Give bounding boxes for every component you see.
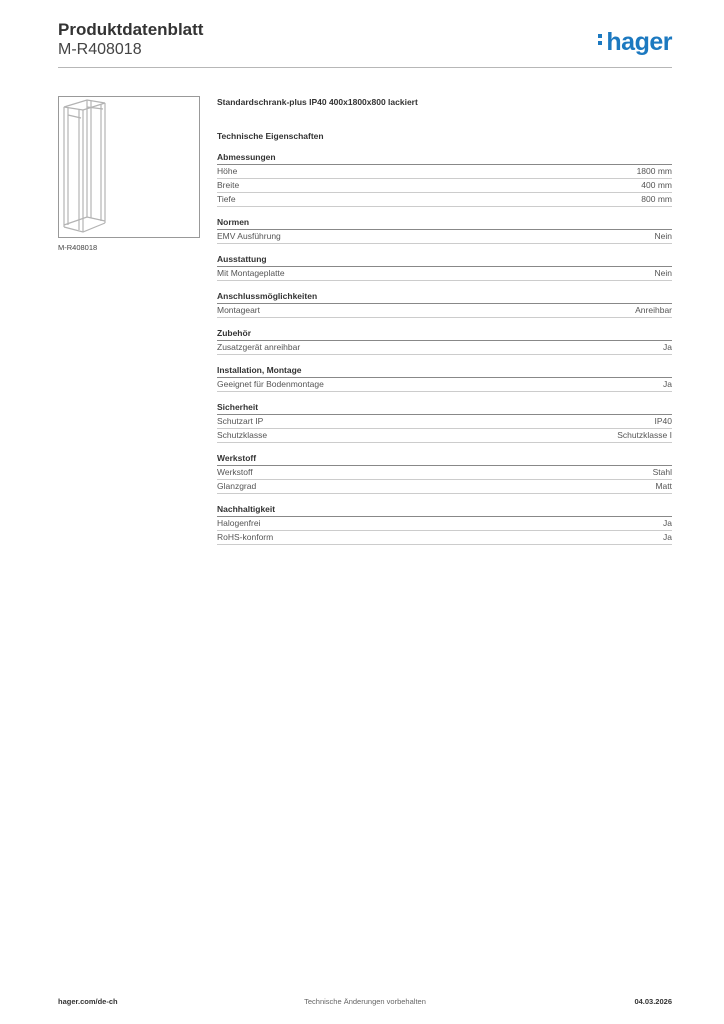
product-details — [217, 96, 672, 545]
property-value: 1800 mm — [636, 166, 672, 176]
property-section — [217, 452, 672, 494]
property-section — [217, 364, 672, 392]
section-title: Installation, Montage — [217, 364, 672, 378]
section-title: Abmessungen — [217, 151, 672, 165]
property-label: Glanzgrad — [217, 481, 257, 491]
property-row — [217, 378, 672, 392]
logo-dots-icon — [598, 31, 603, 48]
section-title: Ausstattung — [217, 253, 672, 267]
property-value: Ja — [663, 532, 672, 542]
property-value: Ja — [663, 379, 672, 389]
property-section — [217, 327, 672, 355]
property-sections — [217, 151, 672, 545]
property-value: Nein — [654, 268, 672, 278]
product-code: M-R408018 — [58, 41, 142, 58]
property-label: Breite — [217, 180, 240, 190]
property-row — [217, 517, 672, 531]
property-value: 800 mm — [641, 194, 672, 204]
property-row — [217, 179, 672, 193]
footer-notice: Technische Änderungen vorbehalten — [304, 997, 426, 1006]
footer-date: 04.03.2026 — [634, 997, 672, 1006]
property-value: Schutzklasse I — [617, 430, 672, 440]
product-name: Standardschrank-plus IP40 400x1800x800 lackiert — [217, 97, 418, 107]
property-label: Zusatzgerät anreihbar — [217, 342, 301, 352]
property-row — [217, 193, 672, 207]
property-row — [217, 480, 672, 494]
property-section — [217, 503, 672, 545]
property-label: Werkstoff — [217, 467, 253, 477]
property-value: IP40 — [654, 416, 672, 426]
property-row — [217, 230, 672, 244]
product-image — [58, 96, 200, 238]
page-footer — [58, 997, 672, 1009]
property-section — [217, 253, 672, 281]
property-value: Ja — [663, 342, 672, 352]
logo-text: hager — [606, 28, 672, 56]
section-title: Werkstoff — [217, 452, 672, 466]
property-section — [217, 401, 672, 443]
property-label: RoHS-konform — [217, 532, 274, 542]
section-title: Zubehör — [217, 327, 672, 341]
property-label: Halogenfrei — [217, 518, 261, 528]
property-row — [217, 304, 672, 318]
hager-logo — [598, 28, 672, 56]
property-value: Matt — [655, 481, 672, 491]
property-section — [217, 151, 672, 207]
section-title: Anschlussmöglichkeiten — [217, 290, 672, 304]
section-title: Normen — [217, 216, 672, 230]
property-value: Nein — [654, 231, 672, 241]
property-label: Tiefe — [217, 194, 236, 204]
header-divider — [58, 67, 672, 68]
property-row — [217, 267, 672, 281]
document-title: Produktdatenblatt — [58, 20, 204, 39]
property-row — [217, 429, 672, 443]
property-row — [217, 341, 672, 355]
property-row — [217, 531, 672, 545]
property-row — [217, 415, 672, 429]
property-label: Montageart — [217, 305, 260, 315]
property-value: Stahl — [652, 467, 672, 477]
section-title: Nachhaltigkeit — [217, 503, 672, 517]
property-label: Geeignet für Bodenmontage — [217, 379, 324, 389]
property-row — [217, 165, 672, 179]
property-value: Ja — [663, 518, 672, 528]
property-label: Höhe — [217, 166, 238, 176]
property-section — [217, 216, 672, 244]
property-value: 400 mm — [641, 180, 672, 190]
page-header — [58, 20, 672, 60]
property-label: EMV Ausführung — [217, 231, 281, 241]
section-title: Sicherheit — [217, 401, 672, 415]
property-row — [217, 466, 672, 480]
footer-website: hager.com/de-ch — [58, 997, 118, 1006]
property-section — [217, 290, 672, 318]
property-value: Anreihbar — [635, 305, 672, 315]
property-label: Mit Montageplatte — [217, 268, 285, 278]
property-label: Schutzart IP — [217, 416, 264, 426]
technical-properties-heading: Technische Eigenschaften — [217, 131, 324, 141]
cabinet-frame-icon — [59, 97, 199, 237]
image-caption: M-R408018 — [58, 243, 98, 252]
property-label: Schutzklasse — [217, 430, 268, 440]
